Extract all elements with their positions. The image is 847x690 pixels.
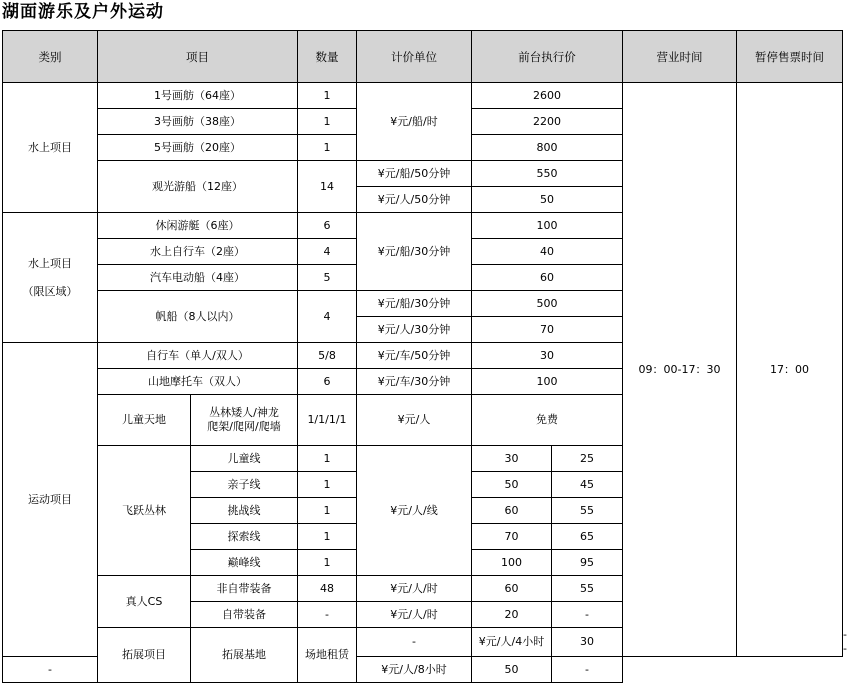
- qty-cell: 5: [298, 265, 357, 291]
- sub-item-line: 爬架/爬网/爬墙: [207, 420, 281, 433]
- item-cell: 儿童天地: [98, 395, 191, 446]
- qty-cell: -: [298, 602, 357, 628]
- price-cell: 免费: [472, 395, 623, 446]
- header-hours: 营业时间: [623, 31, 737, 83]
- item-cell: 帆船（8人以内）: [98, 291, 298, 343]
- category-line: （限区域）: [22, 284, 78, 298]
- item-cell: 山地摩托车（双人）: [98, 369, 298, 395]
- sub-item-cell: 儿童线: [191, 446, 298, 472]
- unit-cell: ¥元/船/50分钟: [357, 161, 472, 187]
- qty-cell: 4: [298, 239, 357, 265]
- sub-item-cell: 非自带装备: [191, 576, 298, 602]
- sub-item-cell: [191, 395, 298, 446]
- sub-item-cell: 自带装备: [191, 602, 298, 628]
- unit-cell: ¥元/人/30分钟: [357, 317, 472, 343]
- header-unit: 计价单位: [357, 31, 472, 83]
- unit-cell: ¥元/船/30分钟: [357, 291, 472, 317]
- item-cell: 1号画舫（64座）: [98, 83, 298, 109]
- price-cell: 45: [552, 472, 623, 498]
- unit-cell: ¥元/船/30分钟: [357, 213, 472, 291]
- price-cell: 500: [472, 291, 623, 317]
- price-cell: 50: [472, 657, 552, 683]
- sub-item-cell: 场地租赁: [298, 628, 357, 683]
- price-cell: 60: [472, 576, 552, 602]
- qty-cell: 1/1/1/1: [298, 395, 357, 446]
- category-cell: [3, 213, 98, 343]
- price-cell: 70: [472, 317, 623, 343]
- item-cell: 3号画舫（38座）: [98, 109, 298, 135]
- sub-item-line: 丛林矮人/神龙: [209, 406, 279, 419]
- item-cell: 5号画舫（20座）: [98, 135, 298, 161]
- price-cell: 25: [552, 446, 623, 472]
- header-row: [3, 31, 843, 83]
- header-qty: 数量: [298, 31, 357, 83]
- hours-cell: 09：00-17：30: [623, 83, 737, 657]
- qty-cell: 5/8: [298, 343, 357, 369]
- header-item: 项目: [98, 31, 298, 83]
- price-cell: 50: [472, 187, 623, 213]
- price-cell: 20: [472, 602, 552, 628]
- sub-item-cell: 巅峰线: [191, 550, 298, 576]
- price-cell: 100: [472, 550, 552, 576]
- unit-cell: ¥元/人/时: [357, 576, 472, 602]
- item-cell: 自行车（单人/双人）: [98, 343, 298, 369]
- unit-cell: ¥元/人/50分钟: [357, 187, 472, 213]
- qty-cell: 6: [298, 369, 357, 395]
- price-cell: 800: [472, 135, 623, 161]
- price-cell: 30: [472, 446, 552, 472]
- price-table: [2, 30, 847, 683]
- unit-cell: ¥元/人/8小时: [357, 657, 472, 683]
- qty-cell: 1: [298, 498, 357, 524]
- price-cell: 2200: [472, 109, 623, 135]
- unit-cell: ¥元/人: [357, 395, 472, 446]
- price-cell: 55: [552, 498, 623, 524]
- sub-item-cell: 挑战线: [191, 498, 298, 524]
- item-cell: 拓展基地: [191, 628, 298, 683]
- price-cell: 55: [552, 576, 623, 602]
- price-cell: -: [552, 657, 623, 683]
- price-cell: 550: [472, 161, 623, 187]
- header-price: 前台执行价: [472, 31, 623, 83]
- price-cell: 60: [472, 265, 623, 291]
- price-cell: 70: [472, 524, 552, 550]
- unit-cell: ¥元/人/4小时: [472, 628, 552, 657]
- sub-item-cell: 亲子线: [191, 472, 298, 498]
- price-cell: 95: [552, 550, 623, 576]
- unit-cell: ¥元/人/线: [357, 446, 472, 576]
- qty-cell: -: [3, 657, 98, 683]
- stop-cell: 17：00: [737, 83, 843, 657]
- category-line: 水上项目: [28, 256, 72, 270]
- page-title: 湖面游乐及户外运动: [2, 2, 164, 22]
- category-cell: 拓展项目: [98, 628, 191, 683]
- price-cell: 2600: [472, 83, 623, 109]
- qty-cell: 6: [298, 213, 357, 239]
- item-cell: 飞跃丛林: [98, 446, 191, 576]
- category-cell: 运动项目: [3, 343, 98, 657]
- category-cell: 水上项目: [3, 83, 98, 213]
- price-cell: 65: [552, 524, 623, 550]
- qty-cell: 1: [298, 550, 357, 576]
- qty-cell: 1: [298, 472, 357, 498]
- table-row: 拓展项目 拓展基地 场地租赁 - ¥元/人/4小时 30 --: [3, 628, 843, 657]
- header-stop: 暂停售票时间: [737, 31, 843, 83]
- item-cell: 休闲游艇（6座）: [98, 213, 298, 239]
- item-cell: 汽车电动船（4座）: [98, 265, 298, 291]
- qty-cell: 1: [298, 446, 357, 472]
- qty-cell: 1: [298, 135, 357, 161]
- price-cell: 50: [472, 472, 552, 498]
- qty-cell: 48: [298, 576, 357, 602]
- qty-cell: 14: [298, 161, 357, 213]
- sub-item-cell: 探索线: [191, 524, 298, 550]
- qty-cell: 1: [298, 524, 357, 550]
- header-category: 类别: [3, 31, 98, 83]
- price-cell: 100: [472, 369, 623, 395]
- unit-cell: ¥元/船/时: [357, 83, 472, 161]
- item-cell: 真人CS: [98, 576, 191, 628]
- price-cell: 30: [552, 628, 623, 657]
- qty-cell: -: [357, 628, 472, 657]
- unit-cell: ¥元/车/50分钟: [357, 343, 472, 369]
- table-row: [3, 83, 843, 109]
- qty-cell: 4: [298, 291, 357, 343]
- item-cell: 观光游船（12座）: [98, 161, 298, 213]
- price-cell: 100: [472, 213, 623, 239]
- price-cell: 60: [472, 498, 552, 524]
- item-cell: 水上自行车（2座）: [98, 239, 298, 265]
- qty-cell: 1: [298, 83, 357, 109]
- unit-cell: ¥元/车/30分钟: [357, 369, 472, 395]
- qty-cell: 1: [298, 109, 357, 135]
- price-cell: 30: [472, 343, 623, 369]
- unit-cell: ¥元/人/时: [357, 602, 472, 628]
- price-cell: -: [552, 602, 623, 628]
- price-cell: 40: [472, 239, 623, 265]
